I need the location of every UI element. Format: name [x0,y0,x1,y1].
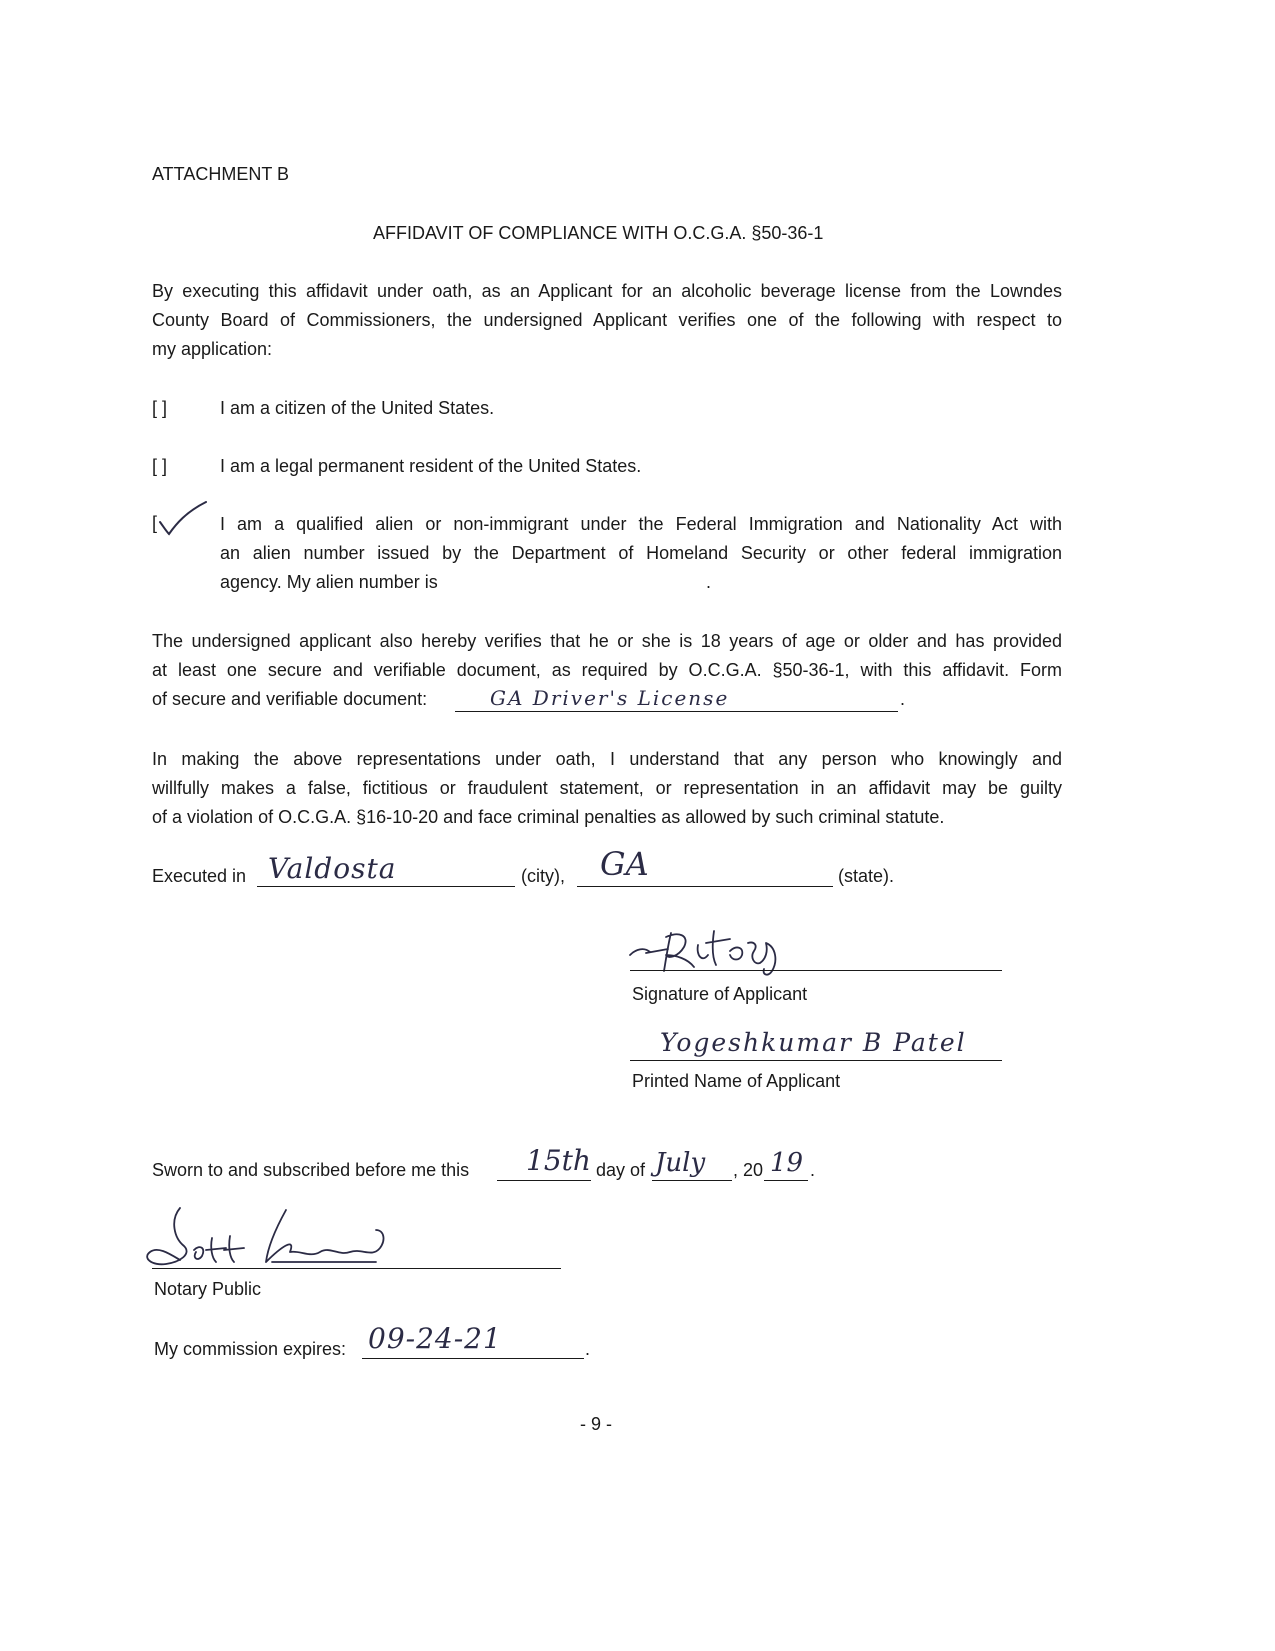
executed-state-value[interactable]: GA [600,845,649,883]
sworn-day-underline [497,1180,591,1181]
document-form-label: of secure and verifiable document: [152,689,428,709]
sworn-label: Sworn to and subscribed before me this [152,1160,470,1180]
sworn-day-value[interactable]: 15th [526,1144,591,1177]
applicant-signature-underline [630,970,1002,971]
verification-line-1: The undersigned applicant also hereby verifies that he or she is 18 years of age or older and has provided [152,631,1062,651]
citizen-checkbox[interactable]: [ ] [152,398,168,418]
document-form-value[interactable]: GA Driver's License [490,686,730,710]
applicant-signature[interactable] [626,925,806,980]
notary-public-label: Notary Public [154,1279,262,1299]
intro-line-2: County Board of Commissioners, the undersigned Applicant verifies one of the following with respect to [152,310,1062,330]
qualified-alien-checkbox-bracket: [ [152,513,158,533]
applicant-printed-name-label: Printed Name of Applicant [632,1071,841,1091]
executed-city-value[interactable]: Valdosta [268,852,397,885]
executed-city-underline [257,886,515,887]
commission-expires-period: . [585,1339,591,1359]
page-title: AFFIDAVIT OF COMPLIANCE WITH O.C.G.A. §50-36-1 [373,223,824,243]
sworn-month-value[interactable]: July [655,1148,706,1178]
commission-expires-underline [362,1358,584,1359]
attachment-label: ATTACHMENT B [152,164,290,184]
sworn-day-of-label: day of [596,1160,646,1180]
verification-line-2: at least one secure and verifiable document, as required by O.C.G.A. §50-36-1, with this affidavit. Form [152,660,1062,680]
permanent-resident-option-label: I am a legal permanent resident of the United States. [220,456,642,476]
qualified-alien-line-1: I am a qualified alien or non-immigrant under the Federal Immigration and Nationality Act with [220,514,1062,534]
sworn-month-underline [652,1180,732,1181]
alien-number-period: . [706,572,712,592]
page-number: - 9 - [580,1414,613,1434]
sworn-year-underline [764,1180,808,1181]
document-form-underline [455,711,898,712]
warning-line-1: In making the above representations under oath, I understand that any person who knowingly and [152,749,1062,769]
qualified-alien-line-2: an alien number issued by the Department of Homeland Security or other federal immigration [220,543,1062,563]
warning-line-3: of a violation of O.C.G.A. §16-10-20 and face criminal penalties as allowed by such criminal statute. [152,807,945,827]
permanent-resident-checkbox[interactable]: [ ] [152,456,168,476]
commission-expires-value[interactable]: 09-24-21 [368,1322,502,1355]
document-form-period: . [900,689,906,709]
sworn-period: . [810,1160,816,1180]
qualified-alien-checkbox[interactable] [150,500,200,540]
alien-number-label: agency. My alien number is [220,572,438,592]
executed-state-label: (state). [838,866,895,886]
applicant-signature-label: Signature of Applicant [632,984,808,1004]
executed-in-label: Executed in [152,866,247,886]
applicant-printed-name-value[interactable]: Yogeshkumar B Patel [660,1028,967,1057]
commission-expires-label: My commission expires: [154,1339,347,1359]
notary-signature-icon [140,1200,400,1275]
executed-state-underline [577,886,833,887]
warning-line-2: willfully makes a false, fictitious or fraudulent statement, or representation in an affidavit may be guilty [152,778,1062,798]
executed-city-label: (city), [521,866,565,886]
sworn-year-prefix: , 20 [733,1160,764,1180]
applicant-printed-name-underline [630,1060,1002,1061]
applicant-signature-icon [626,925,806,980]
intro-line-3: my application: [152,339,273,359]
notary-signature[interactable] [140,1200,400,1275]
sworn-year-value[interactable]: 19 [770,1148,804,1178]
notary-signature-underline [152,1268,561,1269]
check-mark-icon [150,500,210,540]
intro-line-1: By executing this affidavit under oath, as an Applicant for an alcoholic beverage license from the Lowndes [152,281,1062,301]
citizen-option-label: I am a citizen of the United States. [220,398,495,418]
